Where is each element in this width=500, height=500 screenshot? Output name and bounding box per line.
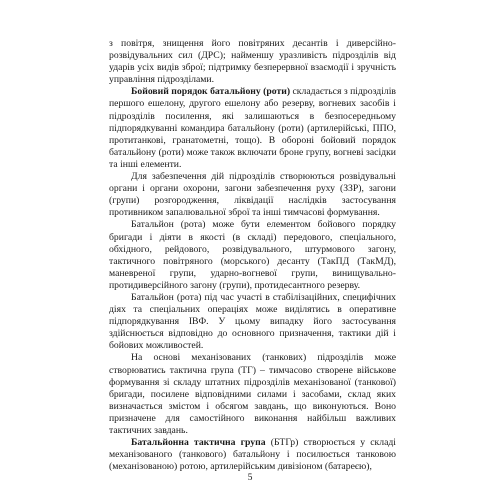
paragraph-5-text: Батальйон (рота) під час участі в стабілізаційних, специфічних діях та спеціальних операціях може виділятись в оперативне підпорядкування ІВФ. У цьому випадку його застосування здійснюється відповідно до основного призначення, тактики дій і бойових можливостей.: [109, 291, 396, 352]
paragraph-4: [109, 219, 396, 292]
paragraph-6-text: На основі механізованих (танкових) підрозділів може створюватись тактична група (ТГ) – тимчасово створене військове формування зі складу штатних підрозділів механізованої (танкової) бригади, посилене відповідними силами і засобами, склад яких визначається змістом і обсягом завдань, що виконуються. Воно призначене для самостійного виконання найбільш важливих тактичних завдань.: [109, 352, 396, 436]
paragraph-3-text: Для забезпечення дій підрозділів створюються розвідувальні органи і органи охорони, загони забезпечення руху (ЗЗР), загони (групи) розгородження, ліквідації наслідків застосування противником запалювальної зброї та інші тимчасові формування.: [109, 171, 396, 219]
paragraph-4-text: Батальйон (рота) може бути елементом бойового порядку бригади і діяти в якості (в складі) передового, спеціального, обхідного, рейдового, розвідувального, штурмового загону, тактичного повітряного (морського) десанту (ТакПД (ТакМД), маневреної групи, ударно-вогневої групи, винищувально-протидиверсійного загону (групи), протидесантного резерву.: [109, 219, 396, 291]
term-battalion-tactical-group: Батальйонна тактична група: [131, 437, 266, 449]
page-number: 5: [247, 472, 253, 483]
paragraph-2: [109, 86, 396, 171]
term-battalion-order: Бойовий порядок батальйону (роти): [131, 86, 291, 98]
paragraph-5: [109, 292, 396, 352]
paragraph-7: [109, 437, 396, 473]
paragraph-2-text: складається з підрозділів першого ешелону, другого ешелону або резерву, вогневих засобів і підрозділів посилення, які залишаються в безпосередньому підпорядкуванні командира батальйону (роти) (артилерійські, ППО, протитанкові, гранатометні, тощо). В обороні бойовий порядок батальйону (роти) може також включати броне групу, вогневі засідки та інші елементи.: [109, 86, 396, 170]
body-text: [109, 38, 396, 473]
paragraph-3: [109, 171, 396, 219]
paragraph-1: [109, 38, 396, 86]
paragraph-6: [109, 352, 396, 437]
paragraph-7-text: (БТГр) створюється у складі механізованого (танкового) батальйону і посилюється танковою (механізованою) ротою, артилерійським дивізіоном (батареєю),: [109, 437, 396, 473]
paragraph-1-text: з повітря, знищення його повітряних десантів і диверсійно-розвідувальних сил (ДРС); найменшу уразливість підрозділів від ударів усіх видів зброї; підтримку безперервної взаємодії і зручність управління підрозділами.: [109, 38, 396, 86]
